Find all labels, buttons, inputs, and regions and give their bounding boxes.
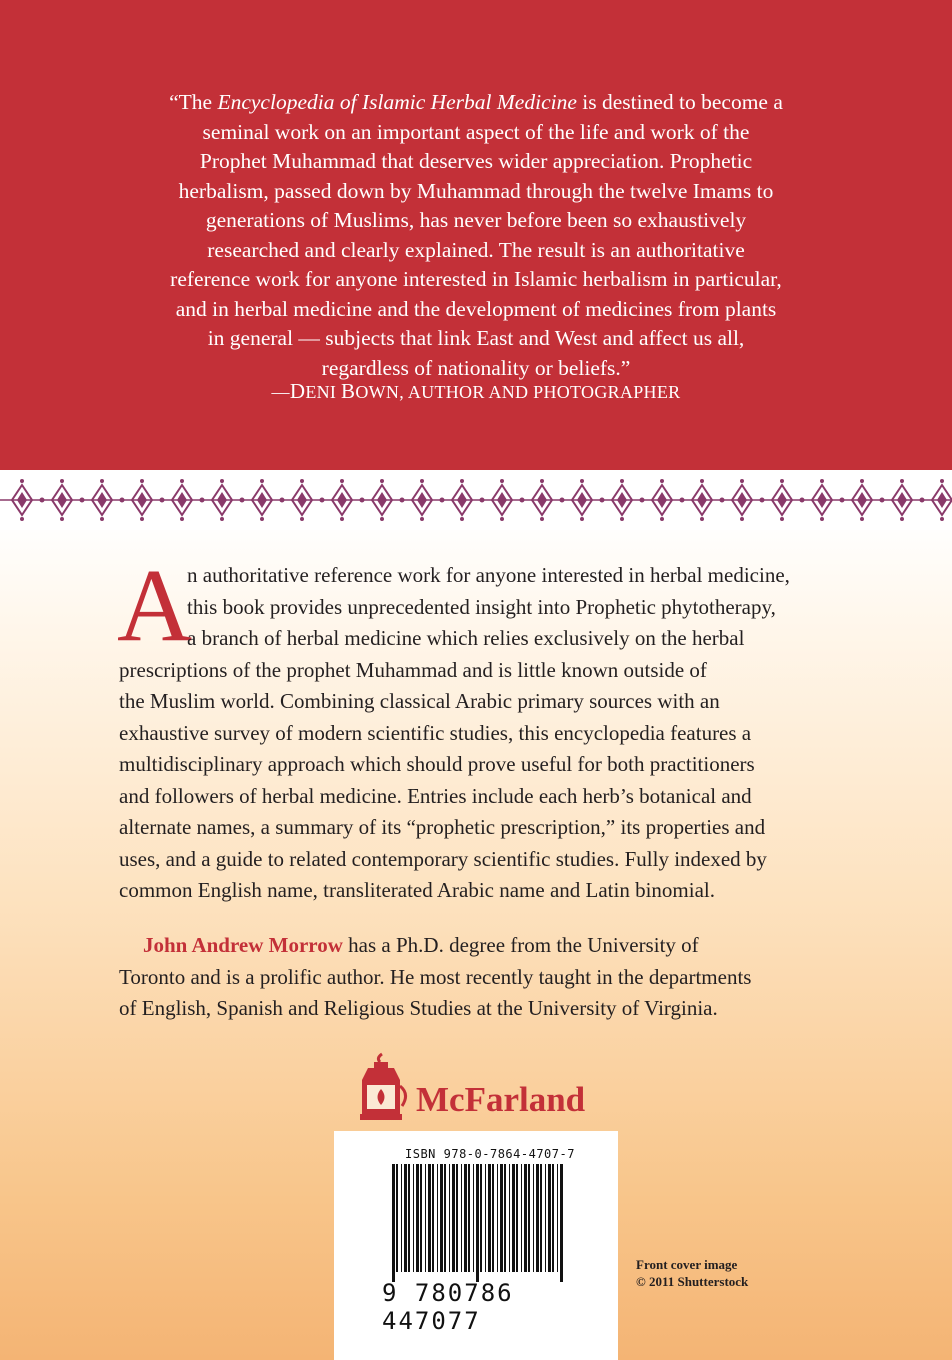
publisher-name: McFarland [416, 1080, 586, 1119]
description-line: a branch of herbal medicine which relies exclusively on the herbal [187, 626, 745, 650]
credit-line: © 2011 Shutterstock [636, 1274, 749, 1289]
description-line: uses, and a guide to related contemporary scientific studies. Fully indexed by [119, 846, 767, 871]
isbn-label: ISBN 978-0-7864-4707-7 [405, 1147, 575, 1161]
drop-cap: A [117, 548, 193, 663]
description-line: alternate names, a summary of its “prophetic prescription,” its properties and [119, 815, 766, 839]
ornament-pattern-icon [0, 470, 952, 530]
quote-line: Prophet Muhammad that deserves wider appreciation. Prophetic [199, 149, 753, 173]
quote-line: reference work for anyone interested in Islamic herbalism in particular, [170, 267, 782, 291]
quote-line: seminal work on an important aspect of the life and work of the [202, 119, 750, 144]
cover-image-credit [636, 1256, 748, 1290]
lantern-logo-icon [352, 1052, 408, 1122]
description-line: n authoritative reference work for anyone interested in herbal medicine, [187, 563, 790, 587]
quote-attribution: —DENI BOWN, AUTHOR AND PHOTOGRAPHER [271, 379, 681, 403]
quote-line: researched and clearly explained. The result is an authoritative [207, 237, 745, 262]
bio-line: Toronto and is a prolific author. He most recently taught in the departments [119, 964, 752, 989]
barcode-area [334, 1131, 618, 1360]
quote-panel [0, 0, 952, 470]
quote-line: and in herbal medicine and the development of medicines from plants [175, 296, 777, 321]
book-title: Encyclopedia of Islamic Herbal Medicine [217, 90, 577, 114]
description-line: exhaustive survey of modern scientific studies, this encyclopedia features a [119, 720, 752, 745]
bio-line: John Andrew Morrow has a Ph.D. degree from the University of [143, 933, 699, 957]
barcode-digits: 9 780786 447077 [382, 1279, 514, 1335]
description-line: this book provides unprecedented insight into Prophetic phytotherapy, [187, 594, 776, 619]
publisher-logo [352, 1052, 612, 1122]
author-bio [119, 930, 839, 1025]
description-line: multidisciplinary approach which should prove useful for both practitioners [119, 752, 755, 776]
barcode-icon [390, 1164, 566, 1282]
description-line: and followers of herbal medicine. Entries include each herb’s botanical and [119, 783, 752, 808]
quote-line: generations of Muslims, has never before been so exhaustively [205, 208, 747, 232]
endorsement-quote [100, 88, 852, 383]
quote-line: regardless of nationality or beliefs.” [321, 355, 631, 380]
description-line: the Muslim world. Combining classical Arabic primary sources with an [119, 689, 720, 713]
credit-line: Front cover image [636, 1257, 738, 1272]
description-line: common English name, transliterated Arabic name and Latin binomial. [119, 878, 715, 902]
author-name: John Andrew Morrow [143, 933, 343, 957]
bio-line: of English, Spanish and Religious Studies at the University of Virginia. [119, 996, 718, 1020]
quote-line: herbalism, passed down by Muhammad through the twelve Imams to [178, 178, 774, 203]
description-line: prescriptions of the prophet Muhammad and is little known outside of [119, 657, 707, 682]
book-description [119, 560, 839, 907]
quote-line: in general — subjects that link East and West and affect us all, [207, 326, 745, 350]
ornamental-border [0, 470, 952, 530]
quote-line: “The Encyclopedia of Islamic Herbal Medicine is destined to become a [169, 90, 783, 114]
